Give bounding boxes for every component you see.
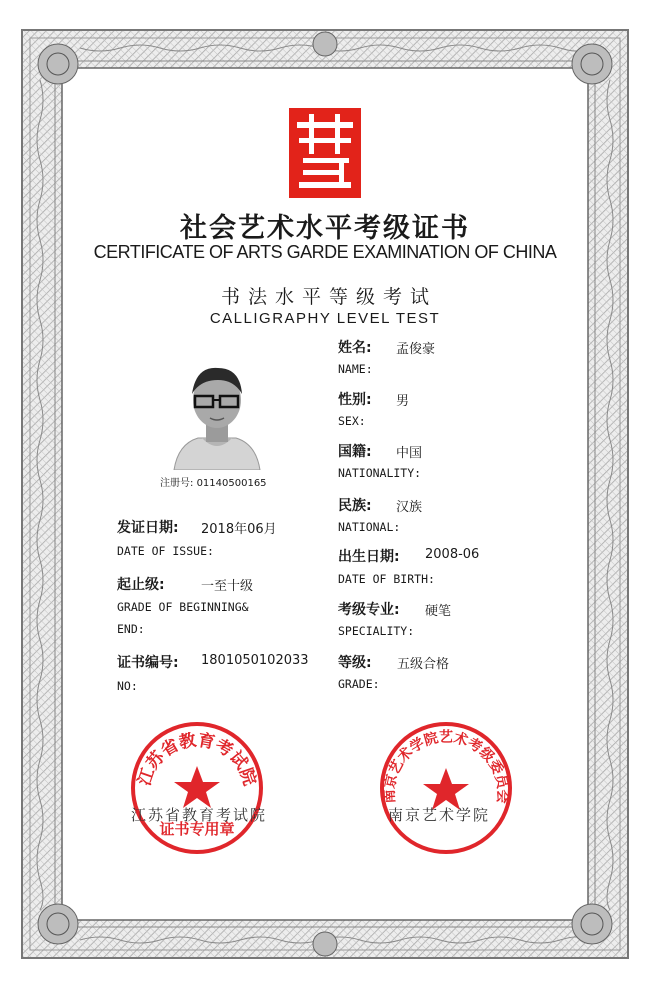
- field-grade-range-value: 一至十级: [201, 579, 254, 594]
- registration-label: 注册号:: [160, 478, 194, 489]
- holder-photo: [168, 358, 266, 470]
- field-cert-no-value: 1801050102033: [201, 653, 309, 668]
- field-birth-label: 出生日期:: [338, 549, 400, 565]
- seal-1-bottom-text: 证书专用章: [159, 820, 235, 838]
- field-nationality-label: 国籍:: [338, 444, 372, 460]
- field-speciality-value: 硬笔: [425, 604, 452, 619]
- field-nationality-en: NATIONALITY:: [338, 466, 422, 480]
- field-sex-en: SEX:: [338, 414, 366, 428]
- seal-jiangsu: [127, 718, 267, 858]
- registration-value: 01140500165: [196, 478, 267, 489]
- field-grade-en: GRADE:: [338, 677, 380, 691]
- field-sex-label: 性别:: [338, 392, 372, 408]
- field-grade-range-label: 起止级:: [117, 577, 165, 593]
- field-sex-value: 男: [396, 394, 410, 409]
- field-ethnicity-value: 汉族: [396, 500, 423, 515]
- field-nationality-value: 中国: [396, 446, 423, 461]
- field-ethnicity-en: NATIONAL:: [338, 520, 401, 534]
- field-speciality-en: SPECIALITY:: [338, 624, 415, 638]
- field-grade-range-en: GRADE OF BEGINNING&: [117, 600, 249, 614]
- field-ethnicity-label: 民族:: [338, 498, 372, 514]
- seal-nanjing-arts: [376, 718, 516, 858]
- seal-2-ring-text: 南京艺术学院艺术考级委员会: [381, 729, 511, 804]
- field-issue-date-label: 发证日期:: [117, 520, 179, 536]
- field-grade-value: 五级合格: [397, 657, 450, 672]
- field-issue-date-value: 2018年06月: [201, 522, 277, 537]
- field-birth-value: 2008-06: [425, 547, 480, 562]
- title-cn: 社会艺术水平考级证书: [180, 213, 470, 244]
- field-cert-no-en: NO:: [117, 679, 138, 693]
- registration-number: [160, 474, 267, 489]
- subtitle-cn: 书法水平等级考试: [220, 286, 437, 308]
- field-name-en: NAME:: [338, 362, 373, 376]
- field-birth-en: DATE OF BIRTH:: [338, 572, 435, 586]
- field-cert-no-label: 证书编号:: [117, 655, 179, 671]
- field-speciality-label: 考级专业:: [338, 602, 400, 618]
- field-issue-date-en: DATE OF ISSUE:: [117, 544, 214, 558]
- issuer-1-name: 江苏省教育考试院: [131, 806, 268, 824]
- field-grade-range-en-2: END:: [117, 622, 145, 636]
- calligraphy-emblem: [289, 108, 361, 198]
- field-name-value: 孟俊豪: [396, 342, 436, 357]
- issuer-2-name: 南京艺术学院: [388, 806, 491, 824]
- title-en: CERTIFICATE OF ARTS GARDE EXAMINATION OF CHINA: [93, 242, 557, 262]
- subtitle-en: CALLIGRAPHY LEVEL TEST: [209, 310, 441, 327]
- seal-1-ring-text: 江苏省教育考试院: [134, 730, 260, 789]
- field-grade-label: 等级:: [338, 655, 372, 671]
- field-name-label: 姓名:: [338, 340, 372, 356]
